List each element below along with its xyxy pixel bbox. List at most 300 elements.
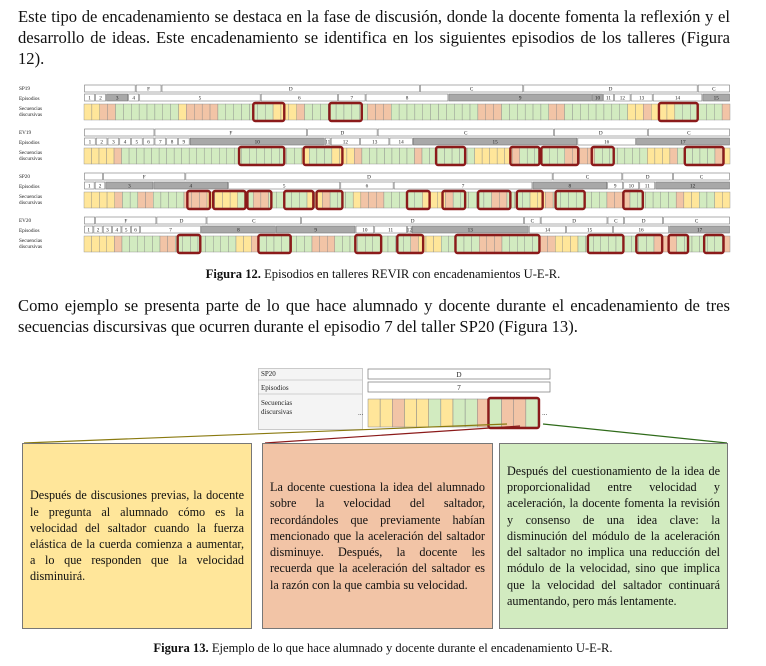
sequence-cell [662, 148, 670, 164]
sequence-cell [578, 236, 586, 252]
sequence-cell [415, 104, 423, 120]
sequence-cell [244, 236, 252, 252]
sequence-cell [602, 148, 610, 164]
note-teacher-question: La docente cuestiona la idea del alumnado sobre la velocidad del saltador, recordándoles que previamente habían mencionado que la aceleración del saltador disminuye. Después, la docente les recuerda que la aceleración del saltador es la razón con la que cambia su velocidad. [262, 443, 493, 629]
episode-label: 13 [467, 227, 473, 234]
sequence-cell [182, 148, 190, 164]
episode-label: 7 [159, 139, 162, 146]
sequence-cell [236, 236, 244, 252]
sequence-cell [494, 236, 502, 252]
sequence-cell [130, 236, 138, 252]
sequence-cell [226, 104, 234, 120]
phase-label: C [694, 218, 699, 225]
sequence-cell [107, 192, 115, 208]
episode-label: 10 [628, 183, 634, 190]
sequence-cell [175, 236, 183, 252]
phase-label: C [687, 130, 691, 137]
sequence-cell [322, 192, 330, 208]
sequence-cell [639, 236, 647, 252]
sequence-cell [153, 192, 161, 208]
sequence-cell [580, 104, 588, 120]
sequence-cell [542, 148, 550, 164]
episode-label: 15 [586, 227, 593, 234]
sequence-cell [242, 148, 250, 164]
workshop-label: SP20 [261, 370, 276, 378]
sequence-cell [441, 236, 449, 252]
episode-label: 1 [88, 95, 91, 102]
figure-13-caption: Figura 13. Ejemplo de lo que hace alumnado y docente durante el encadenamiento U-E-R. [153, 641, 613, 655]
episode-label: 11 [325, 139, 331, 146]
sequence-cell [707, 236, 715, 252]
sequence-cell [553, 192, 561, 208]
sequence-cell [183, 236, 191, 252]
sequence-cell [358, 236, 366, 252]
phase-label: C [463, 130, 468, 137]
episode-label: 9 [314, 227, 318, 234]
sequence-cell [628, 104, 636, 120]
sequence-cell [129, 148, 137, 164]
sequence-cell [272, 148, 280, 164]
sequence-cell [282, 236, 290, 252]
sequence-cell [595, 148, 603, 164]
sequence-cell [612, 104, 620, 120]
phase-label: C [530, 218, 535, 225]
episode-label: 8 [405, 95, 409, 102]
phase-label: C [469, 86, 474, 93]
sequence-cell [707, 192, 715, 208]
sequence-cell [540, 236, 548, 252]
sequence-cell [261, 192, 269, 208]
sequence-cell [445, 192, 453, 208]
sequence-cell [222, 192, 230, 208]
note-student-response: Después de discusiones previas, la docente le pregunta al alumnado cómo es la velocidad del saltador cuando la fuerza elástica de la cuerda comienza a aumentar, a lo que responden que la velocidad disminuirá. [22, 443, 252, 629]
sequence-cell [294, 148, 302, 164]
sequence-cell [342, 236, 350, 252]
sequence-cell [115, 192, 123, 208]
sequence-cell [714, 104, 722, 120]
sequence-cell [522, 192, 530, 208]
episodes-row-label: Episodios [261, 384, 289, 392]
sequence-cell [123, 104, 131, 120]
note-teacher-consensus: Después del cuestionamiento de la idea de proporcionalidad entre velocidad y aceleración, la docente fomenta la revisión y consenso de una idea clave: la disminución del módulo de la aceleración del saltador no implica una reducción del módulo de la velocidad, sino que implica que la velocidad del saltador continuará aumentando, pero más lentamente. [499, 443, 728, 629]
workshop-label: EV20 [19, 218, 32, 224]
phase-label: D [179, 218, 184, 225]
episode-label: 6 [365, 183, 369, 190]
episode-label: 5 [124, 227, 128, 234]
sequence-cell [144, 148, 152, 164]
sequence-cell [145, 236, 153, 252]
sequence-cell [635, 104, 643, 120]
sequence-cell [670, 148, 678, 164]
sequence-cell [159, 148, 167, 164]
episode-label: 5 [198, 95, 202, 102]
phase-label: D [572, 218, 576, 225]
workshop-label: EV19 [19, 130, 32, 136]
sequence-cell [259, 236, 267, 252]
phase-label: F [142, 174, 146, 181]
sequence-cell [486, 104, 494, 120]
sequence-cell [189, 148, 197, 164]
sequence-cell [336, 104, 344, 120]
sequence-cell [423, 104, 431, 120]
sequence-cell [345, 192, 353, 208]
sequence-cell [176, 192, 184, 208]
sequence-cell [430, 192, 438, 208]
sequence-cell [446, 104, 454, 120]
sequence-cell [592, 192, 600, 208]
sequence-cell [330, 192, 338, 208]
sequence-cell [692, 236, 700, 252]
sequence-cell [347, 148, 355, 164]
sequence-cell [565, 104, 573, 120]
sequence-cell [482, 148, 490, 164]
phase-label: F [229, 130, 233, 137]
sequence-cell [332, 148, 340, 164]
sequence-cell [426, 236, 434, 252]
sequence-cell [601, 236, 609, 252]
workshop-ev19 [19, 129, 730, 165]
sequence-cell [92, 236, 100, 252]
sequence-cell [92, 192, 100, 208]
phase-label: D [288, 86, 293, 93]
workshop-label: SP19 [19, 86, 30, 92]
sequence-cell [452, 148, 460, 164]
sequence-cell [467, 148, 475, 164]
episode-label: 8 [170, 139, 174, 146]
sequence-cell [608, 236, 616, 252]
sequence-cell [92, 148, 100, 164]
sequence-cell [84, 104, 92, 120]
sequence-cell [643, 104, 651, 120]
sequence-cell [684, 192, 692, 208]
sequence-cell [715, 236, 723, 252]
episode-label: 3 [115, 95, 119, 102]
sequence-cell [512, 148, 520, 164]
episode-label: 7 [350, 95, 354, 102]
sequence-cell [484, 192, 492, 208]
sequence-cell [557, 148, 565, 164]
sequence-cell [122, 192, 130, 208]
sequence-cell [163, 104, 171, 120]
sequence-cell [160, 236, 168, 252]
workshop-ev20 [19, 217, 730, 253]
figure-12-timeline [18, 83, 732, 259]
episode-label: 7 [457, 384, 461, 392]
example-paragraph: Como ejemplo se presenta parte de lo que hace alumnado y docente durante el encadenamiento de tres secuencias discursivas que ocurren durante el episodio 7 del taller SP20 (Figura 13). [18, 296, 730, 336]
episode-label: 4 [115, 227, 119, 234]
sequence-cell [249, 148, 257, 164]
phase-cell [85, 85, 136, 92]
episode-label: 17 [696, 227, 703, 234]
episode-label: 4 [123, 139, 127, 146]
sequence-cell [131, 104, 139, 120]
sequence-cell [470, 104, 478, 120]
sequence-cell [107, 148, 115, 164]
sequence-cell [530, 192, 538, 208]
sequence-cell [437, 148, 445, 164]
sequence-cell [502, 236, 510, 252]
sequence-cell [472, 236, 480, 252]
episode-label: 6 [298, 95, 301, 102]
sequence-cell [510, 236, 518, 252]
sequence-cell [576, 192, 584, 208]
episodes-row-label: Episodios [19, 184, 40, 190]
sequence-cell [152, 148, 160, 164]
sequence-cell [654, 236, 662, 252]
sequence-cell [685, 148, 693, 164]
sequence-cell [230, 192, 238, 208]
sequence-cell [107, 236, 115, 252]
phase-label: F [147, 86, 151, 93]
sequence-cell [368, 104, 376, 120]
sequence-cell [545, 192, 553, 208]
sequence-cell [365, 236, 373, 252]
sequence-cell [373, 236, 381, 252]
sequence-cell [706, 104, 714, 120]
phase-label: D [608, 86, 613, 93]
sequence-cell [369, 192, 377, 208]
sequence-cell [668, 192, 676, 208]
phase-label: D [641, 218, 646, 225]
sequence-cell [525, 236, 533, 252]
sequence-cell [297, 236, 305, 252]
sequence-cell [84, 192, 92, 208]
sequence-cell [352, 104, 360, 120]
episode-label: 3 [128, 183, 131, 190]
sequence-cell [84, 236, 92, 252]
sequence-cell [407, 148, 415, 164]
sequence-cell [305, 104, 313, 120]
sequence-cell [596, 104, 604, 120]
sequence-cell [213, 236, 221, 252]
episode-label: 11 [388, 227, 394, 234]
sequence-cell [517, 104, 525, 120]
sequence-cell [655, 148, 663, 164]
sequences-row-label: Secuencias discursivas [19, 194, 43, 206]
episode-label: 12 [342, 139, 348, 146]
sequence-cell [137, 148, 145, 164]
episode-label: 16 [638, 227, 644, 234]
sequence-cell [464, 236, 472, 252]
sequence-cell [137, 236, 145, 252]
sequence-cell [152, 236, 160, 252]
sequence-cell [130, 192, 138, 208]
sequence-cell [580, 148, 588, 164]
episode-label: 9 [613, 183, 617, 190]
sequence-cell [147, 104, 155, 120]
sequence-cell [563, 236, 571, 252]
sequence-cell [617, 148, 625, 164]
sequence-cell [218, 104, 226, 120]
sequence-cell [533, 104, 541, 120]
sequence-cell [570, 236, 578, 252]
sequence-cell [375, 104, 383, 120]
sequence-cell [139, 104, 147, 120]
episode-label: 16 [604, 139, 610, 146]
sequence-cell [264, 148, 272, 164]
sequence-cell [362, 148, 370, 164]
sequence-cell [509, 104, 517, 120]
sequence-cell [199, 192, 207, 208]
episode-label: 2 [100, 139, 103, 146]
episode-label: 9 [518, 95, 522, 102]
sequence-cell [517, 236, 525, 252]
phase-label: C [712, 86, 716, 93]
sequences-row-label: Secuencias discursivas [261, 399, 293, 416]
sequence-cell [204, 148, 212, 164]
sequence-cell [114, 236, 122, 252]
sequence-cell [722, 192, 730, 208]
sequence-cell [100, 104, 108, 120]
sequence-cell [490, 148, 498, 164]
sequence-cell [478, 104, 486, 120]
sequence-cell [174, 148, 182, 164]
sequence-cell [462, 104, 470, 120]
sequence-cell [411, 236, 419, 252]
sequence-cell [661, 192, 669, 208]
episode-label: 4 [132, 95, 135, 102]
sequence-cell [675, 104, 683, 120]
sequence-cell [108, 104, 116, 120]
figure-12-caption: Figura 12. Episodios en talleres REVIR con encadenamientos U-E-R. [205, 267, 561, 281]
sequence-cell [399, 148, 407, 164]
episode-label: 15 [492, 139, 498, 146]
sequence-cell [99, 236, 107, 252]
sequence-cell [219, 148, 227, 164]
sequence-cell [502, 104, 510, 120]
sequence-cell [453, 192, 461, 208]
sequence-cell [212, 148, 220, 164]
sequence-cell [155, 104, 163, 120]
sequence-cell [116, 104, 124, 120]
sequence-cell [312, 104, 320, 120]
phase-label: D [598, 130, 603, 137]
sequence-cell [138, 192, 146, 208]
sequence-cell [257, 104, 265, 120]
sequence-cell [700, 148, 708, 164]
sequence-cell [221, 236, 229, 252]
episode-label: 14 [544, 227, 551, 234]
sequence-cell [454, 104, 462, 120]
intro-paragraph: Este tipo de encadenamiento se destaca en la fase de discusión, donde la docente fomenta la reflexión y el desarrollo de ideas. Este encadenamiento se identifica en los siguientes episodios de los talleres (Figura 12). [18, 7, 730, 68]
sequence-cell [297, 104, 305, 120]
sequence-cell [320, 104, 328, 120]
episode-label: 7 [169, 227, 172, 234]
sequence-cell [279, 148, 287, 164]
episodes-row-label: Episodios [19, 140, 40, 146]
sequence-cell [265, 104, 273, 120]
sequence-cell [561, 192, 569, 208]
sequence-cell [202, 104, 210, 120]
sequence-cell [391, 104, 399, 120]
sequence-cell [692, 148, 700, 164]
sequence-cell [167, 148, 175, 164]
sequence-cell [179, 104, 187, 120]
sequence-cell [186, 104, 194, 120]
sequence-cell [266, 236, 274, 252]
sequence-cell [647, 148, 655, 164]
sequence-cell [667, 104, 675, 120]
sequence-cell [312, 236, 320, 252]
sequence-cell [615, 192, 623, 208]
sequence-cell [646, 236, 654, 252]
sequence-cell [487, 236, 495, 252]
sequence-cell [194, 104, 202, 120]
sequence-cell [354, 148, 362, 164]
phase-label: D [456, 371, 462, 379]
sequence-cell [698, 104, 706, 120]
sequence-cell [304, 236, 312, 252]
sequence-cell [276, 192, 284, 208]
sequence-cell [407, 104, 415, 120]
sequence-cell [572, 104, 580, 120]
sequence-cell [392, 148, 400, 164]
sequence-cell [722, 104, 730, 120]
sequence-cell [403, 236, 411, 252]
episode-label: 11 [606, 95, 612, 102]
episode-label: 1 [88, 183, 91, 190]
sequence-cell [210, 104, 218, 120]
ellipsis-right: ... [542, 409, 548, 417]
episode-label: 14 [674, 95, 681, 102]
sequence-cell [317, 148, 325, 164]
sequence-cell [550, 148, 558, 164]
sequence-cell [215, 192, 223, 208]
sequence-cell [292, 192, 300, 208]
sequence-cell [383, 104, 391, 120]
sequence-cell [569, 192, 577, 208]
sequence-cell [309, 148, 317, 164]
sequence-cell [169, 192, 177, 208]
phase-label: C [699, 174, 704, 181]
sequence-cell [494, 104, 502, 120]
workshop-sp19 [19, 85, 730, 121]
workshop-label: SP20 [19, 174, 30, 180]
episode-label: 1 [88, 139, 92, 146]
episodes-row-label: Episodios [19, 96, 40, 102]
sequence-cell [638, 192, 646, 208]
sequence-cell [549, 104, 557, 120]
sequence-cell [632, 148, 640, 164]
sequence-cell [555, 236, 563, 252]
sequence-cell [399, 104, 407, 120]
sequence-cell [715, 148, 723, 164]
sequence-cell [192, 192, 200, 208]
sequence-cell [324, 148, 332, 164]
sequence-cell [161, 192, 169, 208]
sequence-cell [683, 104, 691, 120]
sequence-cell [190, 236, 198, 252]
episode-label: 3 [112, 139, 115, 146]
sequence-cell [445, 148, 453, 164]
phase-label: D [340, 130, 345, 137]
sequence-cell [287, 148, 295, 164]
sequence-cell [171, 104, 179, 120]
sequence-cell [234, 104, 242, 120]
sequence-cell [388, 236, 396, 252]
sequence-cell [344, 104, 352, 120]
sequence-cell [422, 148, 430, 164]
phase-label: C [585, 174, 590, 181]
sequence-cell [640, 148, 648, 164]
sequence-cell [557, 104, 565, 120]
sequence-cell [541, 104, 549, 120]
episode-label: 13 [372, 139, 378, 146]
sequence-cell [645, 192, 653, 208]
episode-label: 12 [690, 183, 696, 190]
sequence-cell [274, 236, 282, 252]
sequence-cell [607, 192, 615, 208]
